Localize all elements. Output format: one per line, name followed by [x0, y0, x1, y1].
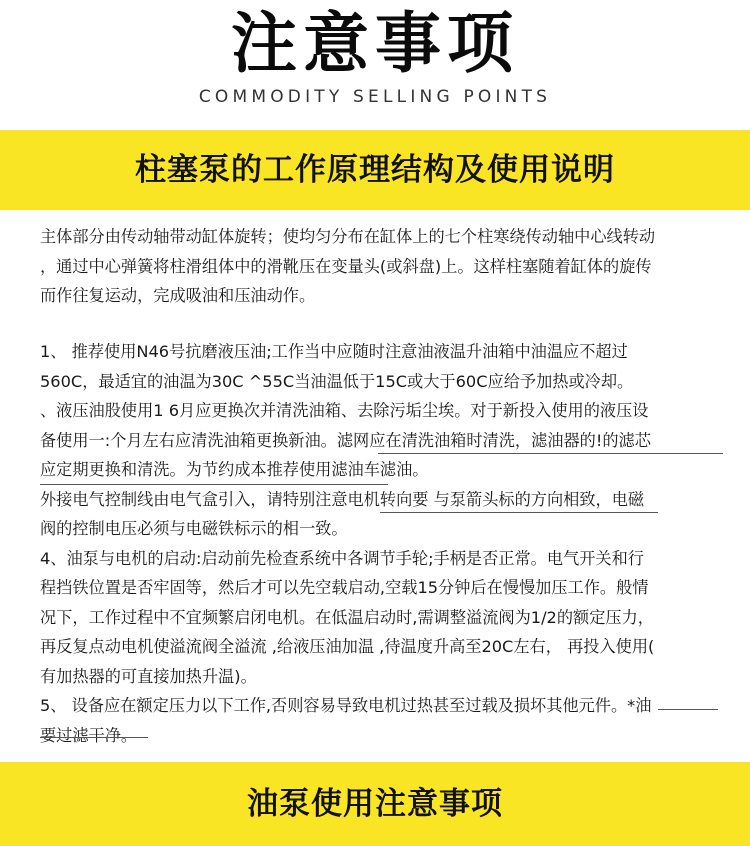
section-title: 柱塞泵的工作原理结构及使用说明 — [135, 152, 615, 188]
text-line: 阀的控制电压必须与电磁铁标示的相一致。 — [40, 519, 348, 538]
underline-decoration — [658, 709, 718, 710]
text-line: 再反复点动电机使溢流阀全溢流 ,给液压油加温 ,待温度升高至20C左右， 再投入使用( — [40, 637, 655, 656]
page-subtitle: COMMODITY SELLING POINTS — [198, 87, 552, 107]
text-line: 备使用一:个月左右应清洗油箱更换新油。滤网应在清洗油箱时清洗，滤油器的!的滤芯 — [40, 430, 651, 450]
text-line: 应定期更换和清洗。为节约成本推荐使用滤油车滤油。 — [40, 460, 429, 479]
text-line: 560C，最适宜的油温为30C ^55C当油温低于15C或大于60C应给予加热或冷却。 — [40, 371, 634, 391]
underline-decoration — [40, 484, 388, 485]
text-line: ，通过中心弹簧将柱滑组体中的滑靴压在变量头(或斜盘)上。这样柱塞随着缸体的旋传 — [40, 256, 652, 276]
section-title: 油泵使用注意事项 — [247, 786, 503, 822]
text-line: 4、油泵与电机的启动:启动前先检查系统中各调节手轮;手柄是否正常。电气开关和行 — [40, 548, 644, 568]
text-line: 1、 推荐使用N46号抗磨液压油;工作当中应随时注意油液温升油箱中油温应不超过 — [40, 342, 628, 361]
text-line: 5、 设备应在额定压力以下工作,否则容易导致电机过热甚至过载及损坏其他元件。*油 — [40, 696, 652, 715]
notes-list — [40, 337, 730, 750]
underline-decoration — [380, 512, 658, 513]
text-line: 主体部分由传动轴带动缸体旋转；使均匀分布在缸体上的七个柱寒绕传动轴中心线转动 — [40, 227, 656, 246]
intro-paragraph — [40, 222, 730, 311]
text-line: 要过滤干净。 — [40, 725, 138, 745]
underline-decoration — [378, 453, 723, 454]
section-header-band — [0, 130, 750, 210]
text-line: 、液压油股使用1 6月应更换次并清洗油箱、去除污垢尘埃。对于新投入使用的液压设 — [40, 401, 649, 420]
page-title: 注意事项 — [231, 5, 519, 82]
text-line: 有加热器的可直接加热升温)。 — [40, 666, 257, 686]
text-line: 程挡铁位置是否牢固等，然后才可以先空载启动,空载15分钟后在慢慢加压工作。般情 — [40, 578, 649, 597]
text-line: 外接电气控制线由电气盒引入，请特别注意电机转向要 与泵箭头标的方向相致，电磁 — [40, 489, 645, 509]
underline-decoration — [40, 737, 148, 738]
section-header-band — [0, 762, 750, 846]
text-line: 而作往复运动，完成吸油和压油动作。 — [40, 286, 316, 305]
text-line: 况下，工作过程中不宜频繁启闭电机。在低温启动时,需调整溢流阀为1/2的额定压力， — [40, 607, 654, 627]
